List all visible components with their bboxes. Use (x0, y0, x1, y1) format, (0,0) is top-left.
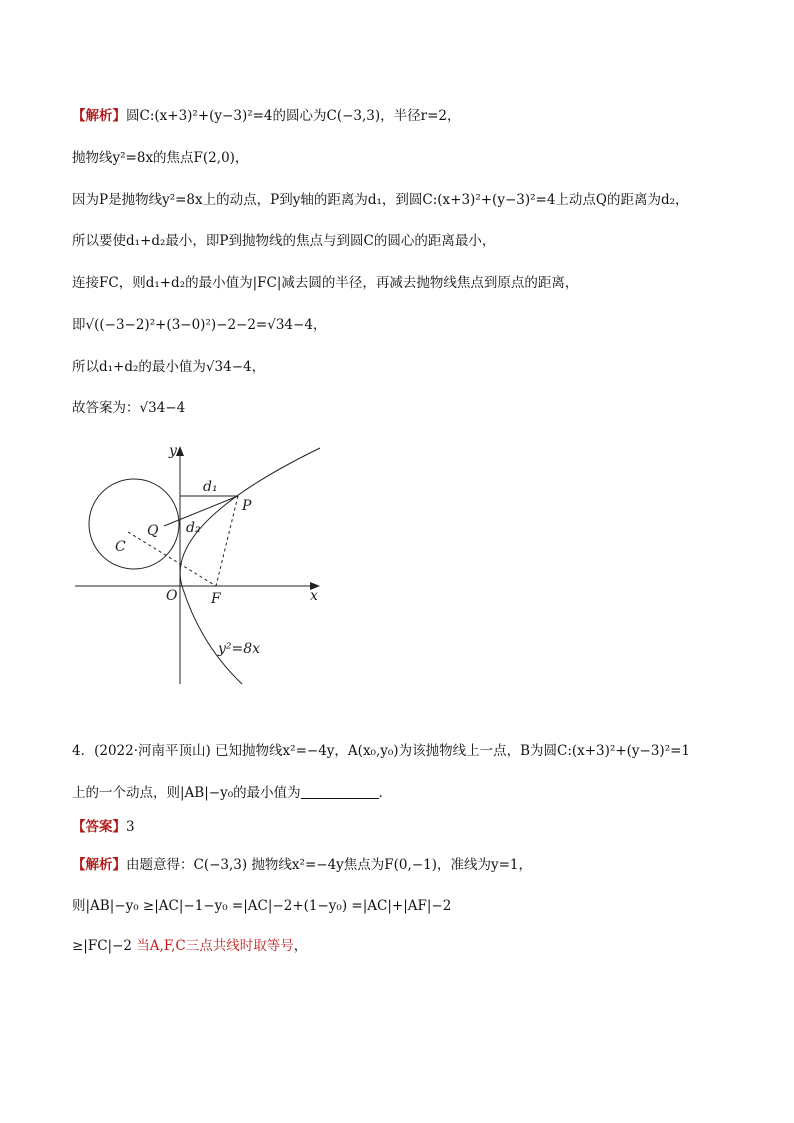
center-c-label: C (115, 539, 126, 555)
x-axis (75, 582, 320, 590)
problem-4-period: ． (378, 785, 393, 801)
x-axis-label: x (310, 588, 318, 604)
curve-equation-label: y²=8x (218, 641, 261, 657)
solution-line-4: 所以要使d₁+d₂最小，即P到抛物线的焦点与到圆C的圆心的距离最小， (72, 233, 496, 249)
solution-line-7: 所以d₁+d₂的最小值为√34−4， (72, 359, 266, 375)
point-q-label: Q (147, 523, 159, 539)
problem-4-question: 上的一个动点，则|AB|−y₀的最小值为 (72, 785, 301, 801)
answer-blank (301, 784, 379, 799)
parabola-circle-figure (70, 438, 330, 690)
analysis-line-3 (72, 936, 307, 956)
problem-4-line-1: 4．(2022·河南平顶山) 已知抛物线x²=−4y，A(x₀,y₀)为该抛物线上一点，B为圆C:(x+3)²+(y−3)²=1 (72, 743, 691, 759)
solution-line-1 (72, 106, 461, 126)
analysis-line-1 (72, 855, 532, 875)
solution-line-8: 故答案为：√34−4 (72, 400, 186, 416)
analysis-line-2: 则|AB|−y₀ ≥|AC|−1−y₀ =|AC|−2+(1−y₀) =|AC|+|AF|−2 (72, 898, 452, 914)
focus-label: F (211, 591, 221, 607)
answer-line (72, 817, 135, 837)
problem-4-line-2 (72, 783, 392, 803)
d2-segment (164, 496, 238, 526)
point-p-label: P (242, 498, 252, 514)
origin-label: O (166, 588, 178, 604)
y-axis (176, 446, 184, 684)
solution-line-2: 抛物线y²=8x的焦点F(2,0)， (72, 150, 249, 166)
d1-label: d₁ (203, 479, 218, 495)
analysis-tag-2: 【解析】 (72, 857, 126, 873)
inequality-text: ≥|FC|−2 (72, 938, 137, 954)
solution-line-3: 因为P是抛物线y²=8x上的动点，P到y轴的距离为d₁，到圆C:(x+3)²+(y−3)²=4上动点Q的距离为d₂， (72, 192, 689, 208)
answer-value: 3 (126, 819, 135, 835)
equality-condition: 当A,F,C三点共线时取等号 (136, 938, 294, 954)
answer-tag: 【答案】 (72, 819, 126, 835)
d2-label: d₂ (186, 520, 201, 536)
analysis-tag: 【解析】 (72, 108, 126, 124)
solution-line-5: 连接FC，则d₁+d₂的最小值为|FC|减去圆的半径，再减去抛物线焦点到原点的距离， (72, 275, 579, 291)
y-axis-label: y (169, 443, 177, 459)
analysis-text-1: 由题意得：C(−3,3) 抛物线x²=−4y焦点为F(0,−1)，准线为y=1， (126, 857, 533, 873)
cf-dashed-line (128, 532, 216, 586)
line-end-comma: ， (293, 938, 308, 954)
circle-center-text: 圆C:(x+3)²+(y−3)²=4的圆心为C(−3,3)，半径r=2， (126, 108, 461, 124)
solution-line-6: 即√((−3−2)²+(3−0)²)−2−2=√34−4， (72, 317, 327, 333)
